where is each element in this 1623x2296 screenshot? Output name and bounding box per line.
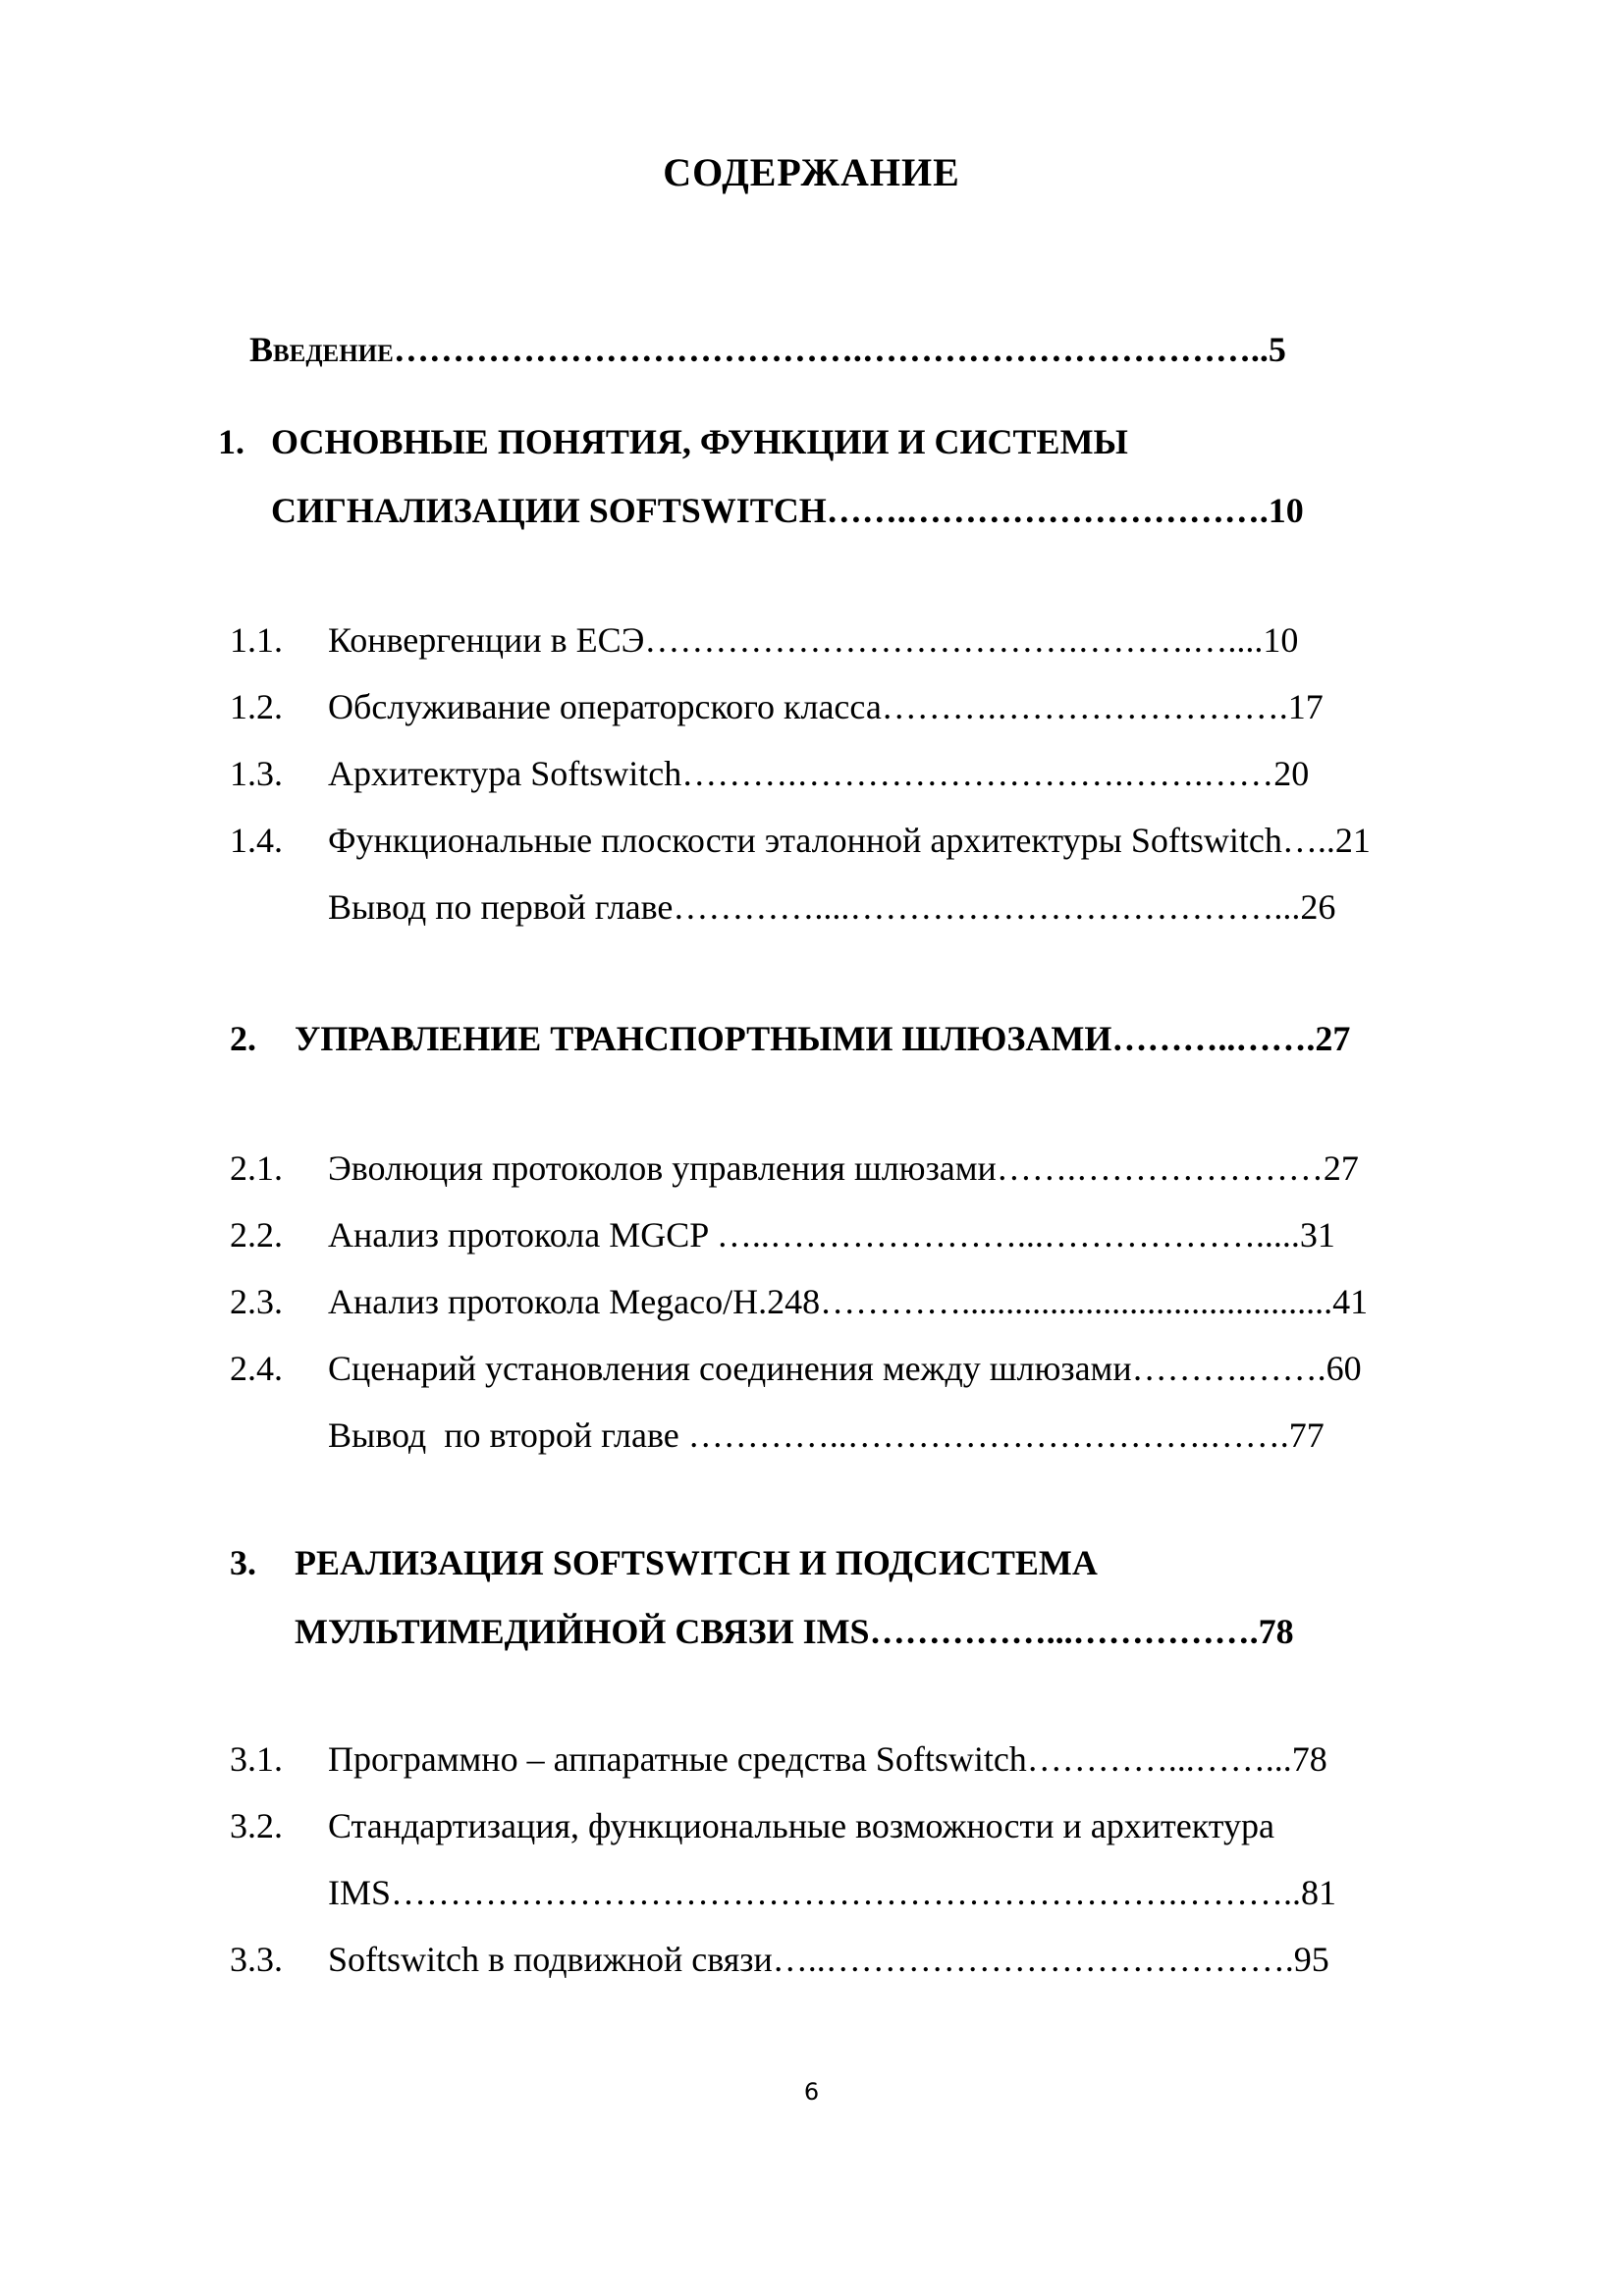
section-number: 2.2. <box>230 1215 283 1255</box>
chapter-number: 1. <box>218 422 244 461</box>
section-number: 1.2. <box>230 687 283 726</box>
chapter-title-line-1: РЕАЛИЗАЦИЯ SOFTSWITCH И ПОДСИСТЕМА <box>295 1543 1098 1582</box>
page-title: СОДЕРЖАНИЕ <box>663 150 960 194</box>
section-text: Анализ протокола Megaco/H.248…………..........................................41 <box>328 1282 1369 1321</box>
section-number: 3.1. <box>230 1739 283 1779</box>
section-number: 2.1. <box>230 1148 283 1188</box>
section-number: 1.4. <box>230 821 283 860</box>
page-number: 6 <box>803 2078 820 2106</box>
toc-intro-page: 5 <box>1268 330 1286 369</box>
section-number: 3.2. <box>230 1806 283 1845</box>
chapter-number: 2. <box>230 1019 256 1058</box>
toc-intro-dots: ………………………………….…………………………….. <box>393 330 1269 369</box>
section-number: 3.3. <box>230 1940 283 1979</box>
toc-intro-label: Введение <box>249 330 394 369</box>
chapter-title-line-2: МУЛЬТИМЕДИЙНОЙ СВЯЗИ IMS……………...…………….78 <box>295 1612 1294 1651</box>
section-number: 1.1. <box>230 620 283 660</box>
section-text: Эволюция протоколов управления шлюзами…….…………………27 <box>328 1148 1359 1188</box>
section-text: Архитектура Softswitch……….……………………….…….……20 <box>328 754 1310 793</box>
section-text-continued: IMS………………………………………………………….………..81 <box>328 1873 1337 1912</box>
section-text: Вывод по первой главе…………....………………………………...26 <box>328 887 1336 927</box>
section-text: Вывод по второй главе …………..………………………….…….77 <box>328 1415 1325 1455</box>
section-text: Обслуживание операторского класса……….…………………….17 <box>328 687 1324 726</box>
chapter-title-line-2: СИГНАЛИЗАЦИИ SOFTSWITCH…….………………………….10 <box>271 491 1304 530</box>
section-number: 2.4. <box>230 1349 283 1388</box>
section-number: 2.3. <box>230 1282 283 1321</box>
section-text: Softswitch в подвижной связи…..………………………………….95 <box>328 1940 1329 1979</box>
section-text: Конвергенции в ЕСЭ……………………………….……….…....10 <box>328 620 1299 660</box>
chapter-number: 3. <box>230 1543 256 1582</box>
section-text: Сценарий установления соединения между шлюзами……….…….60 <box>328 1349 1362 1388</box>
chapter-title-line-1: ОСНОВНЫЕ ПОНЯТИЯ, ФУНКЦИИ И СИСТЕМЫ <box>271 422 1128 461</box>
section-number: 1.3. <box>230 754 283 793</box>
section-text: Функциональные плоскости эталонной архитектуры Softswitch…..21 <box>328 821 1371 860</box>
section-text: Программно – аппаратные средства Softswitch…………...……...78 <box>328 1739 1327 1779</box>
chapter-title-line-1: УПРАВЛЕНИЕ ТРАНСПОРТНЫМИ ШЛЮЗАМИ………..…….27 <box>295 1019 1351 1058</box>
toc-entry-introduction[interactable] <box>232 285 1286 371</box>
section-text: Анализ протокола MGCP …..…………………...……………….....31 <box>328 1215 1335 1255</box>
section-text: Стандартизация, функциональные возможности и архитектура <box>328 1806 1274 1845</box>
